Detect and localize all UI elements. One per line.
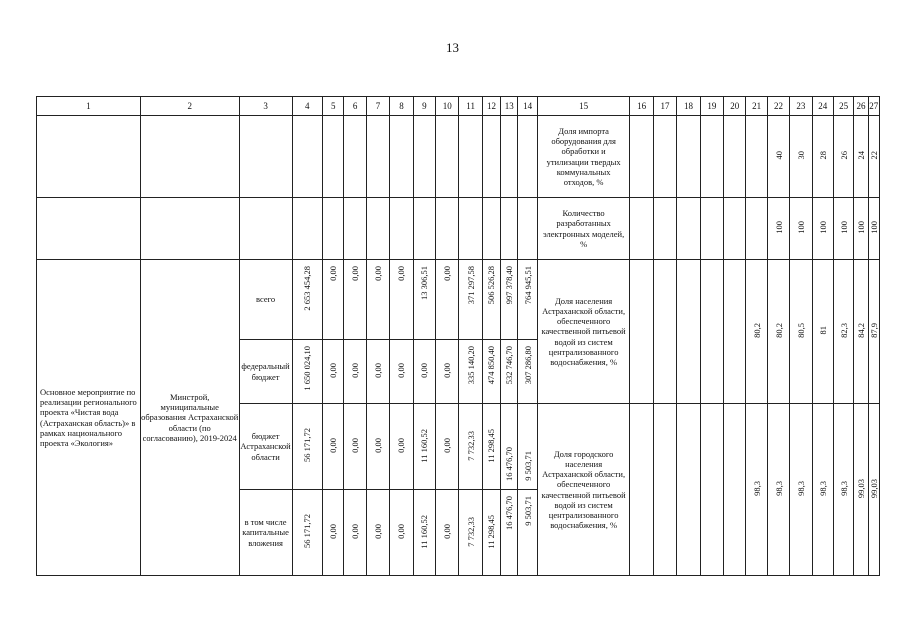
header-row — [37, 97, 880, 116]
indicator-population-share: Доля населения Астраханской области, обеспеченного качественной питьевой водой из систем централизованного водоснабжения, % — [537, 260, 630, 404]
col-header: 27 — [868, 97, 879, 116]
value-cell: 11 160,52 — [419, 428, 430, 463]
value-cell: 98,3 — [795, 481, 806, 496]
col-header: 4 — [292, 97, 323, 116]
indicator-import-share: Доля импорта оборудования для обработки и утилизации твердых коммунальных отходов, % — [537, 116, 630, 198]
value-cell: 100 — [817, 221, 828, 234]
value-cell: 40 — [773, 151, 784, 160]
value-cell: 7 732,33 — [465, 430, 476, 461]
value-cell: 0,00 — [373, 266, 384, 281]
value-cell: 22 — [868, 151, 879, 160]
col-header: 13 — [501, 97, 518, 116]
value-cell: 98,3 — [817, 481, 828, 496]
value-cell: 0,00 — [442, 524, 453, 539]
value-cell: 16 476,70 — [504, 446, 515, 481]
value-cell: 100 — [838, 221, 849, 234]
value-cell: 307 286,80 — [522, 346, 533, 385]
col-header: 24 — [812, 97, 833, 116]
value-cell: 30 — [795, 151, 806, 160]
col-header: 21 — [746, 97, 767, 116]
value-cell: 13 306,51 — [419, 266, 430, 300]
value-cell: 0,00 — [419, 363, 430, 378]
value-cell: 0,00 — [442, 438, 453, 453]
empty-cell — [37, 116, 141, 198]
col-header: 18 — [677, 97, 700, 116]
value-cell: 0,00 — [396, 266, 407, 281]
program-table — [36, 96, 880, 576]
funding-source: бюджет Астраханской области — [239, 404, 292, 490]
value-cell: 24 — [855, 151, 866, 160]
value-cell: 87,9 — [868, 323, 879, 338]
value-cell: 11 298,45 — [486, 514, 497, 549]
col-header: 22 — [767, 97, 789, 116]
value-cell: 100 — [795, 221, 806, 234]
col-header: 23 — [790, 97, 812, 116]
value-cell: 100 — [773, 221, 784, 234]
value-cell: 997 378,40 — [504, 266, 515, 305]
empty-cell — [239, 116, 292, 198]
col-header: 17 — [653, 97, 676, 116]
value-cell: 80,2 — [751, 323, 762, 338]
col-header: 7 — [366, 97, 389, 116]
value-cell: 0,00 — [328, 524, 339, 539]
value-cell: 0,00 — [373, 363, 384, 378]
value-cell: 81 — [817, 326, 828, 335]
value-cell: 506 526,28 — [486, 266, 497, 305]
table-row — [37, 198, 880, 260]
value-cell: 335 140,20 — [465, 346, 476, 385]
col-header: 11 — [459, 97, 482, 116]
value-cell: 11 160,52 — [419, 514, 430, 549]
indicator-urban-population-share: Доля городского населения Астраханской области, обеспеченного качественной питьевой водой из систем централизованного водоснабжения, % — [537, 404, 630, 576]
value-cell: 100 — [868, 221, 879, 234]
col-header: 16 — [630, 97, 653, 116]
value-cell: 0,00 — [328, 363, 339, 378]
value-cell: 26 — [838, 151, 849, 160]
value-cell: 84,2 — [855, 323, 866, 338]
value-cell: 2 653 454,28 — [302, 266, 313, 311]
value-cell: 56 171,72 — [302, 514, 313, 549]
col-header: 6 — [344, 97, 366, 116]
value-cell: 0,00 — [442, 266, 453, 281]
col-header: 8 — [390, 97, 413, 116]
value-cell: 9 503,71 — [522, 496, 533, 526]
col-header: 9 — [413, 97, 435, 116]
value-cell: 98,3 — [838, 481, 849, 496]
value-cell: 474 850,40 — [486, 346, 497, 385]
col-header: 1 — [37, 97, 141, 116]
value-cell: 11 298,45 — [486, 428, 497, 463]
table-row — [37, 260, 880, 340]
col-header: 26 — [854, 97, 868, 116]
value-cell: 0,00 — [396, 524, 407, 539]
value-cell: 0,00 — [373, 438, 384, 453]
col-header: 20 — [724, 97, 746, 116]
col-header: 25 — [833, 97, 853, 116]
value-cell: 80,2 — [773, 323, 784, 338]
value-cell: 764 945,51 — [522, 266, 533, 305]
empty-cell — [140, 116, 239, 198]
value-cell: 0,00 — [396, 438, 407, 453]
col-header: 5 — [323, 97, 344, 116]
value-cell: 1 650 024,10 — [302, 346, 313, 391]
col-header: 2 — [140, 97, 239, 116]
indicator-electronic-models: Количество разработанных электронных моделей, % — [537, 198, 630, 260]
value-cell: 99,03 — [855, 478, 866, 499]
value-cell: 9 503,71 — [522, 451, 533, 481]
funding-source: всего — [239, 260, 292, 340]
value-cell: 0,00 — [442, 363, 453, 378]
value-cell: 98,3 — [773, 481, 784, 496]
page-number: 13 — [446, 40, 459, 55]
event-executor: Минстрой, муниципальные образования Астраханской области (по согласованию), 2019-2024 — [140, 260, 239, 576]
funding-source: федеральный бюджет — [239, 340, 292, 404]
value-cell: 0,00 — [396, 363, 407, 378]
value-cell: 0,00 — [350, 524, 361, 539]
value-cell: 98,3 — [751, 481, 762, 496]
col-header: 10 — [436, 97, 459, 116]
value-cell: 7 732,33 — [465, 516, 476, 547]
col-header: 15 — [537, 97, 630, 116]
value-cell: 532 746,70 — [504, 346, 515, 385]
value-cell: 80,5 — [795, 323, 806, 338]
col-header: 14 — [518, 97, 537, 116]
value-cell: 0,00 — [328, 438, 339, 453]
value-cell: 28 — [817, 151, 828, 160]
value-cell: 16 476,70 — [504, 496, 515, 530]
col-header: 3 — [239, 97, 292, 116]
col-header: 12 — [482, 97, 500, 116]
col-header: 19 — [700, 97, 723, 116]
value-cell: 82,3 — [838, 323, 849, 338]
value-cell: 56 171,72 — [302, 428, 313, 463]
value-cell: 0,00 — [328, 266, 339, 281]
value-cell: 0,00 — [350, 363, 361, 378]
value-cell: 0,00 — [350, 438, 361, 453]
value-cell: 0,00 — [373, 524, 384, 539]
value-cell: 99,03 — [868, 478, 879, 499]
funding-source: в том числе капитальные вложения — [239, 490, 292, 576]
value-cell: 371 297,58 — [465, 266, 476, 305]
value-cell: 0,00 — [350, 266, 361, 281]
table-row — [37, 116, 880, 198]
value-cell: 100 — [855, 221, 866, 234]
event-name: Основное мероприятие по реализации регионального проекта «Чистая вода (Астраханская область)» в рамках национального проекта «Экология» — [37, 260, 141, 576]
